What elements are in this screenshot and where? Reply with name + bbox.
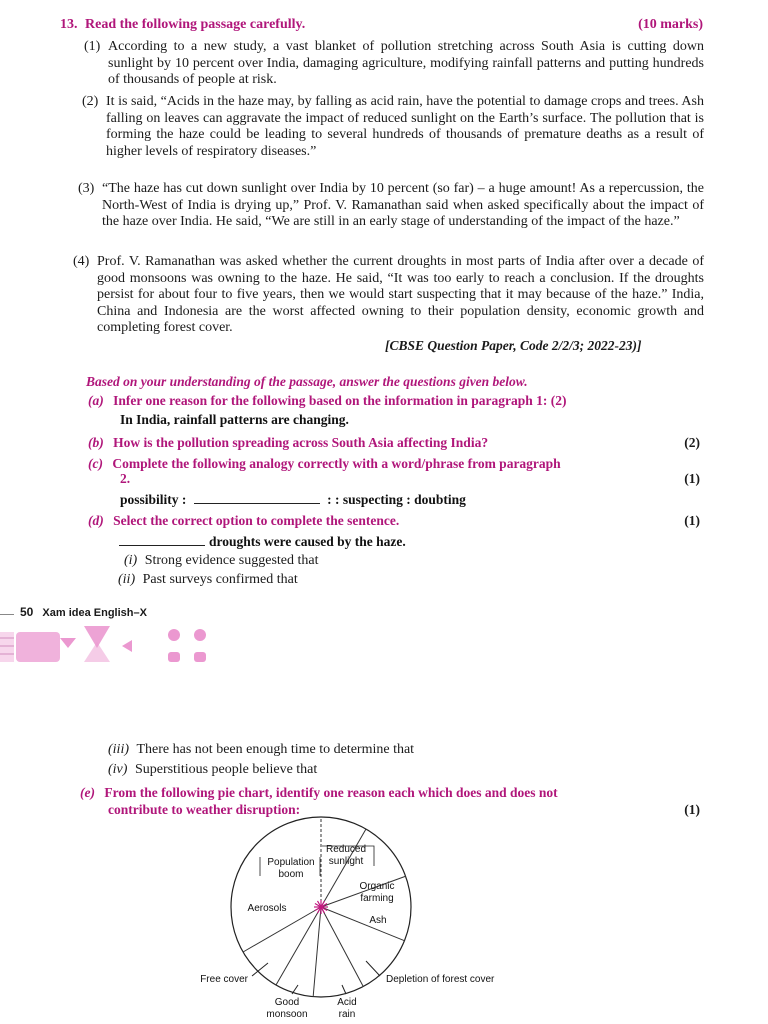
pie-slice-label: Reduced sunlight (325, 844, 367, 867)
pie-slice-label: Population boom (267, 857, 315, 880)
stem-text: droughts were caused by the haze. (209, 534, 406, 549)
instruction: Based on your understanding of the passage, answer the questions given below. (86, 374, 528, 389)
option-text: There has not been enough time to determine that (136, 742, 415, 757)
question-d-text: Select the correct option to complete the sentence. (113, 513, 400, 528)
question-c-text-2: 2. (120, 471, 131, 486)
option-label: (i) (124, 553, 138, 568)
pie-slice-divider (313, 907, 321, 997)
question-e-text-2: contribute to weather disruption: (108, 802, 301, 817)
question-e-text: From the following pie chart, identify one reason each which does and does not (104, 785, 558, 800)
paragraph-text: According to a new study, a vast blanket of pollution stretching across South Asia is cutting down sunlight by 10 percent over India, damaging agriculture, modifying rainfall patterns and putting hundreds of thousands of people at risk. (108, 39, 704, 87)
question-marks: (10 marks) (638, 17, 703, 32)
paragraph-number: (4) (73, 254, 90, 269)
paragraph-text: “The haze has cut down sunlight over India by 10 percent (so far) – a huge amount! As a repercussion, the North-West of India is drying up,” Prof. V. Ramanathan said when asked specifically about the impact of the haze over India. He said, “We are still in an early stage of understanding of the impact of the haze.” (102, 181, 704, 229)
pie-slice-label: Free cover (200, 974, 248, 985)
pie-slice-label: Aerosols (247, 903, 287, 914)
option-label: (iv) (108, 762, 128, 777)
pie-slice-label: Organic farming (359, 881, 395, 904)
paragraph-text: It is said, “Acids in the haze may, by falling as acid rain, have the potential to damage crops and trees. Ash falling on leaves can aggravate the impact of reduced sunlight on the Earth’s surface. The pollution that is forming the haze could be leading to several hundreds of thousands of premature deaths as a result of higher levels of respiratory diseases.” (106, 94, 704, 159)
paragraph-number: (2) (82, 94, 99, 109)
pie-slice-divider (321, 829, 366, 907)
pie-leader-line (252, 963, 268, 976)
question-b-text: How is the pollution spreading across South Asia affecting India? (113, 435, 489, 450)
question-d-label: (d) (88, 513, 104, 528)
paragraph-number: (1) (84, 39, 101, 54)
question-a-text: Infer one reason for the following based on the information in paragraph 1: (113, 393, 548, 408)
question-b-label: (b) (88, 435, 104, 450)
option-text: Strong evidence suggested that (144, 553, 319, 568)
pie-slice-divider (276, 907, 321, 985)
option-text: Superstitious people believe that (134, 762, 318, 777)
question-a-marks: (2) (550, 393, 567, 408)
pie-slice-divider (321, 907, 363, 986)
option-label: (ii) (118, 572, 136, 587)
pie-leader-line (342, 985, 346, 994)
option-label: (iii) (108, 742, 129, 757)
paragraph-number: (3) (78, 181, 95, 196)
option-text: Past surveys confirmed that (142, 572, 298, 587)
paragraph-text: Prof. V. Ramanathan was asked whether the current droughts in most parts of India after over a decade of good monsoons was owning to the haze. He said, “It was too early to reach a conclusion. If the droughts persist for about four to five years, then we would start suspecting that it may because of the haze.” India, China and Indonesia are the worst affected owning to their population density, economic growth and completing forest cover. (97, 254, 704, 335)
pie-slice-label: Acid rain (337, 997, 357, 1020)
question-d-marks: (1) (684, 513, 700, 528)
source-citation: [CBSE Question Paper, Code 2/2/3; 2022-23)] (385, 338, 642, 353)
question-e-label: (e) (80, 785, 95, 800)
analogy-right: : : suspecting : doubting (327, 492, 466, 507)
analogy-left: possibility : (120, 492, 187, 507)
pie-slice-divider (321, 907, 404, 941)
question-number: 13. (60, 17, 78, 32)
question-a-statement: In India, rainfall patterns are changing. (120, 412, 349, 427)
question-b-marks: (2) (684, 435, 700, 450)
book-title: Xam idea English–X (42, 607, 147, 619)
question-c-text: Complete the following analogy correctly with a word/phrase from paragraph (112, 456, 561, 471)
question-a-label: (a) (88, 393, 104, 408)
question-c-label: (c) (88, 456, 103, 471)
pie-slice-label: Ash (369, 915, 387, 926)
question-title: Read the following passage carefully. (85, 17, 306, 32)
pie-slice-label: Good monsoon (266, 997, 308, 1020)
page-number: 50 (20, 605, 34, 619)
question-c-marks: (1) (684, 471, 700, 486)
question-e-marks: (1) (684, 802, 700, 817)
pie-slice-label: Depletion of forest cover (386, 974, 495, 985)
pie-leader-line (366, 961, 380, 976)
